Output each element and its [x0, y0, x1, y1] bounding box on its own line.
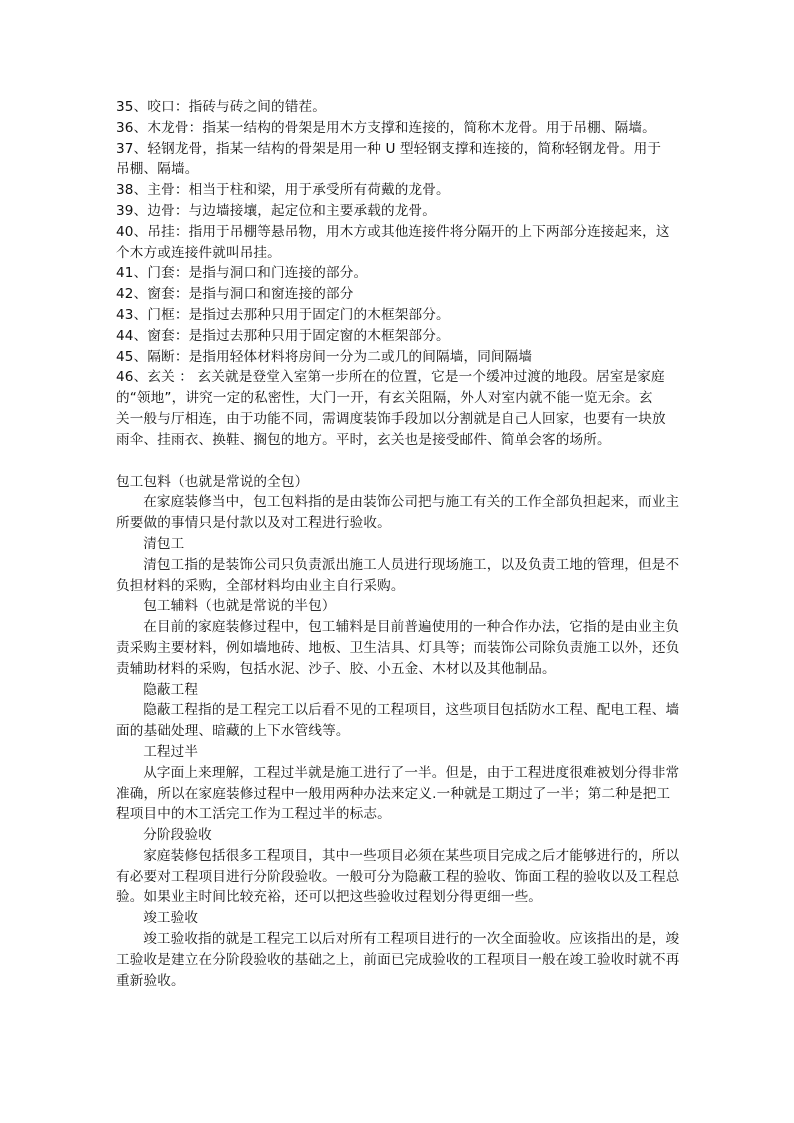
glossary-line: 36、木龙骨：指某一结构的骨架是用木方支撑和连接的，简称木龙骨。用于吊棚、隔墙。	[116, 119, 656, 136]
spacer	[116, 451, 682, 472]
glossary-line: 40、吊挂：指用于吊棚等悬吊物，用木方或其他连接件将分隔开的上下两部分连接起来，这	[116, 223, 670, 240]
item-body: 清包工指的是装饰公司只负责派出施工人员进行现场施工，以及负责工地的管理，但是不负担材料的采购，全部材料均由业主自行采购。	[116, 556, 680, 594]
glossary-line: 42、窗套：是指与洞口和窗连接的部分	[116, 286, 354, 303]
document-page	[116, 97, 682, 991]
glossary-line: 关一般与厅相连，由于功能不同，需调度装饰手段加以分割就是自己人回家，也要有一块放	[116, 410, 666, 427]
glossary-line: 37、轻钢龙骨，指某一结构的骨架是用一种 U 型轻钢支撑和连接的，简称轻钢龙骨。用于	[116, 140, 662, 157]
glossary-line: 43、门框：是指过去那种只用于固定门的木框架部分。	[116, 306, 450, 323]
section-title: 包工包料（也就是常说的全包）	[116, 473, 309, 490]
glossary-line: 吊棚、隔墙。	[116, 161, 199, 178]
contract-section	[116, 472, 682, 992]
item-body: 在目前的家庭装修过程中，包工辅料是目前普遍使用的一种合作办法，它指的是由业主负责采购主要材料，例如墙地砖、地板、卫生洁具、灯具等；而装饰公司除负责施工以外，还负责辅助材料的采购，包括水泥、沙子、胶、小五金、木材以及其他制品。	[116, 619, 680, 677]
glossary-line: 46、玄关 ： 玄关就是登堂入室第一步所在的位置，它是一个缓冲过渡的地段。居室是家庭	[116, 369, 665, 386]
glossary-line: 41、门套：是指与洞口和门连接的部分。	[116, 265, 368, 282]
item-body: 竣工验收指的就是工程完工以后对所有工程项目进行的一次全面验收。应该指出的是，竣工验收是建立在分阶段验收的基础之上，前面已完成验收的工程项目一般在竣工验收时就不再重新验收。	[116, 931, 680, 989]
glossary-line: 的“领地”，讲究一定的私密性，大门一开，有玄关阻隔，外人对室内就不能一览无余。玄	[116, 390, 653, 407]
glossary-line: 35、咬口：指砖与砖之间的错茬。	[116, 99, 327, 115]
glossary-line: 个木方或连接件就叫吊挂。	[116, 244, 281, 261]
item-body: 从字面上来理解，工程过半就是施工进行了一半。但是，由于工程进度很难被划分得非常准确，所以在家庭装修过程中一般用两种办法来定义.一种就是工期过了一半；第二种是把工程项目中的木工活完工作为工程过半的标志。	[116, 764, 680, 823]
item-heading: 竣工验收	[143, 910, 199, 927]
item-body: 家庭装修包括很多工程项目，其中一些项目必须在某些项目完成之后才能够进行的，所以有必要对工程项目进行分阶段验收。一般可分为隐蔽工程的验收、饰面工程的验收以及工程总验。如果业主时间比较充裕，还可以把这些验收过程划分得更细一些。	[116, 847, 680, 906]
item-heading: 工程过半	[143, 743, 199, 760]
item-heading: 清包工	[143, 535, 185, 552]
glossary-line: 38、主骨：相当于柱和梁，用于承受所有荷戴的龙骨。	[116, 182, 450, 199]
glossary-line: 雨伞、挂雨衣、换鞋、搁包的地方。平时，玄关也是接受邮件、简单会客的场所。	[116, 431, 611, 448]
item-heading: 分阶段验收	[143, 827, 212, 844]
item-body: 隐蔽工程指的是工程完工以后看不见的工程项目，这些项目包括防水工程、配电工程、墙面的基础处理、暗藏的上下水管线等。	[116, 702, 680, 740]
glossary-line: 39、边骨：与边墙接壤，起定位和主要承载的龙骨。	[116, 202, 436, 219]
glossary-line: 44、窗套：是指过去那种只用于固定窗的木框架部分。	[116, 327, 450, 344]
item-heading: 包工辅料（也就是常说的半包）	[143, 598, 336, 615]
glossary-list	[116, 97, 682, 451]
glossary-line: 45、隔断：是指用轻体材料将房间一分为二或几的间隔墙，同间隔墙	[116, 348, 533, 365]
item-heading: 隐蔽工程	[143, 681, 199, 698]
section-intro: 在家庭装修当中，包工包料指的是由装饰公司把与施工有关的工作全部负担起来，而业主所要做的事情只是付款以及对工程进行验收。	[116, 494, 680, 532]
